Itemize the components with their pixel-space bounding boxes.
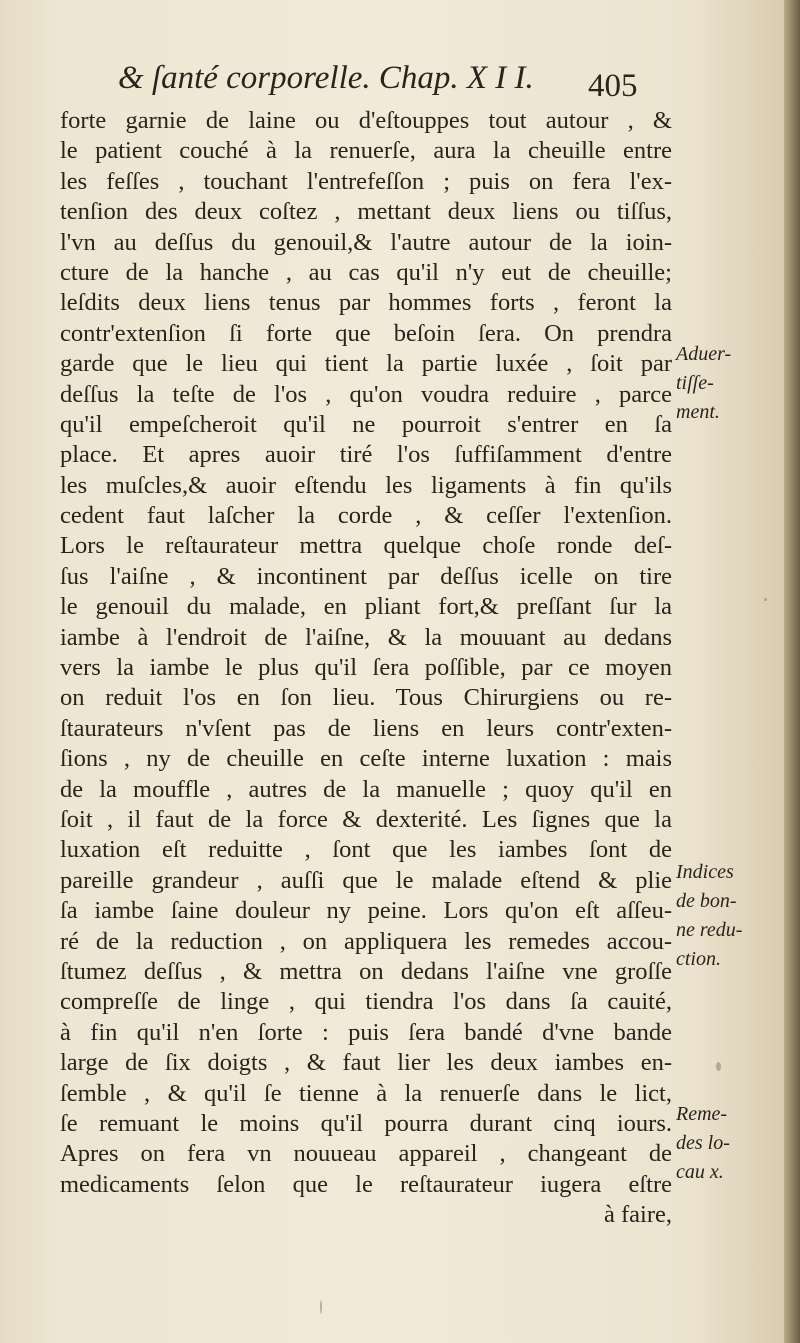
marginal-note-remedes	[676, 1100, 781, 1187]
text-line: contr'extenſion ſi forte que beſoin ſera. On prendra	[60, 319, 672, 347]
text-line: tenſion des deux coſtez , mettant deux liens ou tiſſus,	[60, 198, 672, 226]
text-line: ſus l'aiſne , & incontinent par deſſus icelle on tire	[60, 562, 672, 590]
running-header	[118, 60, 658, 104]
text-line: forte garnie de laine ou d'eſtouppes tout autour , &	[60, 107, 672, 134]
marginal-note-line: ment.	[676, 401, 720, 423]
text-line: ſoit , il faut de la force & dexterité. Les ſignes que la	[60, 805, 672, 833]
marginal-note-indices	[676, 858, 781, 974]
text-line: ſe remuant le moins qu'il pourra durant cinq iours.	[60, 1109, 672, 1137]
body-text	[60, 106, 672, 1230]
text-line: à fin qu'il n'en ſorte : puis ſera bandé d'vne bande	[60, 1018, 672, 1046]
text-line: cedent faut laſcher la corde , & ceſſer l'extenſion.	[60, 502, 672, 530]
text-line: ſtumez deſſus , & mettra on dedans l'aiſne vne groſſe	[60, 957, 672, 985]
text-line: Apres on fera vn nouueau appareil , changeant de	[60, 1140, 672, 1168]
text-line: place. Et apres auoir tiré l'os ſuffiſamment d'entre	[60, 441, 672, 469]
text-line: medicaments ſelon que le reſtaurateur iugera eſtre	[60, 1170, 672, 1198]
page-gutter-shadow	[784, 0, 800, 1343]
text-line: iambe à l'endroit de l'aiſne, & la mouuant au dedans	[60, 623, 672, 651]
text-line: luxation eſt reduitte , ſont que les iambes ſont de	[60, 836, 672, 864]
text-line: ſemble , & qu'il ſe tienne à la renuerſe dans le lict,	[60, 1079, 672, 1107]
text-line: garde que le lieu qui tient la partie luxée , ſoit par	[60, 350, 672, 378]
text-line: à faire,	[604, 1201, 672, 1229]
text-line: le genouil du malade, en pliant fort,& preſſant ſur la	[60, 593, 672, 621]
text-line: vers la iambe le plus qu'il ſera poſſible, par ce moyen	[60, 654, 672, 682]
text-line: deſſus la teſte de l'os , qu'on voudra reduire , parce	[60, 380, 672, 408]
text-line: pareille grandeur , auſſi que le malade eſtend & plie	[60, 866, 672, 894]
ink-speck	[764, 598, 767, 601]
text-line: leſdits deux liens tenus par hommes forts , feront la	[60, 289, 672, 317]
page-number: 405	[588, 68, 638, 104]
marginal-note-line: des lo-	[676, 1132, 730, 1154]
text-line: ſions , ny de cheuille en ceſte interne luxation : mais	[60, 745, 672, 773]
text-line: les feſſes , touchant l'entrefeſſon ; puis on fera l'ex-	[60, 167, 672, 195]
marginal-note-line: cau x.	[676, 1161, 724, 1183]
running-title: & ſanté corporelle. Chap. X I I.	[118, 60, 534, 96]
marginal-note-aduertissement	[676, 340, 781, 427]
text-line: qu'il empeſcheroit qu'il ne pourroit s'entrer en ſa	[60, 410, 672, 438]
text-line: l'vn au deſſus du genouil,& l'autre autour de la ioin-	[60, 228, 672, 256]
marginal-note-line: ne redu-	[676, 919, 743, 941]
text-line: ſtaurateurs n'vſent pas de liens en leurs contr'exten-	[60, 714, 672, 742]
text-line: Lors le reſtaurateur mettra quelque choſe ronde deſ-	[60, 532, 672, 560]
marginal-note-line: Indices	[676, 861, 734, 883]
marginal-note-line: ction.	[676, 948, 721, 970]
text-line: de la mouffle , autres de la manuelle ; quoy qu'il en	[60, 775, 672, 803]
ink-speck	[320, 1300, 322, 1314]
ink-speck	[716, 1062, 721, 1071]
text-line: le patient couché à la renuerſe, aura la cheuille entre	[60, 137, 672, 165]
marginal-note-line: de bon-	[676, 890, 737, 912]
text-line: compreſſe de linge , qui tiendra l'os dans ſa cauité,	[60, 988, 672, 1016]
text-line: cture de la hanche , au cas qu'il n'y eut de cheuille;	[60, 258, 672, 286]
marginal-note-line: Reme-	[676, 1103, 728, 1125]
text-line: ſa iambe ſaine douleur ny peine. Lors qu'on eſt aſſeu-	[60, 897, 672, 925]
text-line: large de ſix doigts , & faut lier les deux iambes en-	[60, 1049, 672, 1077]
marginal-note-line: tiſſe-	[676, 372, 714, 394]
text-line: on reduit l'os en ſon lieu. Tous Chirurgiens ou re-	[60, 684, 672, 712]
marginal-note-line: Aduer-	[676, 343, 732, 365]
text-line: les muſcles,& auoir eſtendu les ligaments à fin qu'ils	[60, 471, 672, 499]
text-line: ré de la reduction , on appliquera les remedes accou-	[60, 927, 672, 955]
